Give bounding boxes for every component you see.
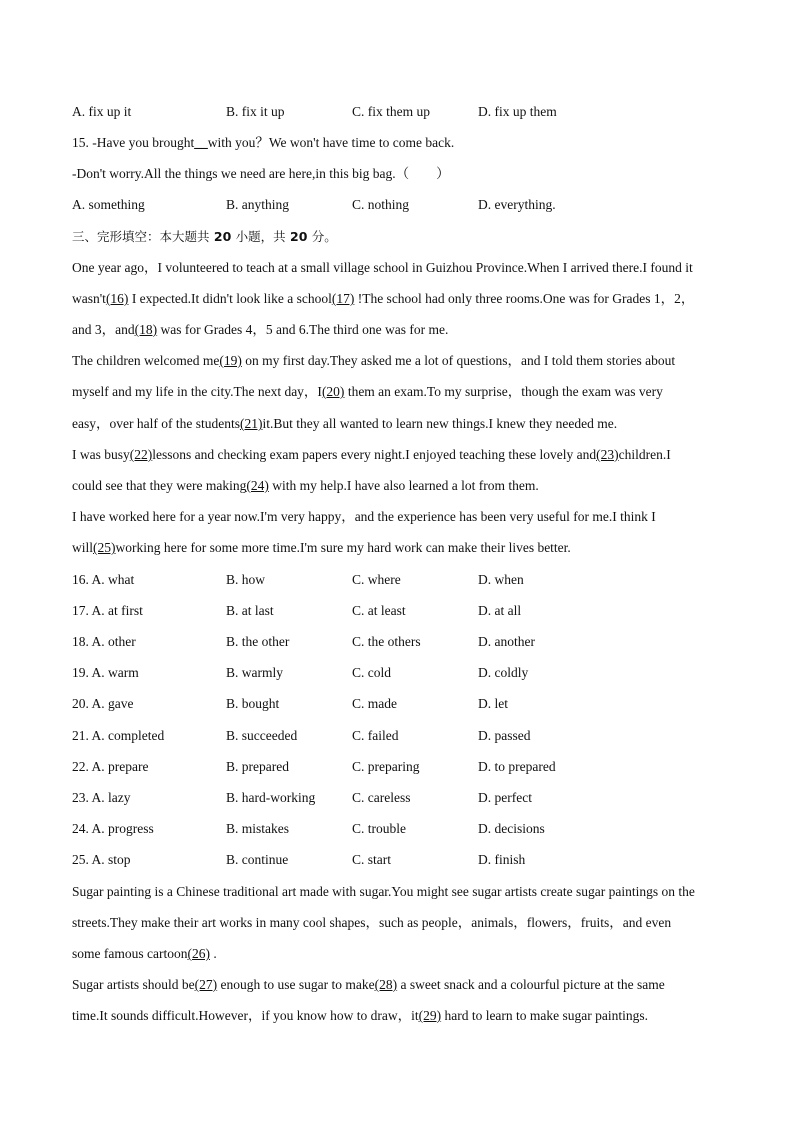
option-b: B. at last bbox=[226, 603, 274, 618]
option-b: B. fix it up bbox=[226, 104, 285, 119]
q21-options bbox=[72, 726, 732, 746]
option-d: D. another bbox=[478, 634, 535, 649]
passage1-line: could see that they were making(24) with my help.I have also learned a lot from them. bbox=[72, 478, 539, 493]
blank-21: (21) bbox=[239, 416, 263, 431]
passage1-line: One year ago，I volunteered to teach at a small village school in Guizhou Province.When I arrived there.I found it bbox=[72, 260, 693, 275]
q15-options bbox=[72, 195, 732, 215]
option-a: 16. A. what bbox=[72, 572, 135, 587]
option-b: B. how bbox=[226, 572, 266, 587]
blank-29: (29) bbox=[418, 1008, 442, 1023]
q17-options bbox=[72, 601, 732, 621]
option-a: 18. A. other bbox=[72, 634, 136, 649]
q15-stem: 15. -Have you brought__with you？We won't have time to come back. bbox=[72, 135, 455, 150]
option-c: C. nothing bbox=[352, 197, 410, 212]
passage1-line: easy，over half of the students(21)it.But they all wanted to learn new things.I knew they needed me. bbox=[72, 416, 618, 431]
option-d: D. at all bbox=[478, 603, 522, 618]
q20-options bbox=[72, 694, 732, 714]
option-b: B. warmly bbox=[226, 665, 283, 680]
passage1-line: will(25)working here for some more time.I'm sure my hard work can make their lives better. bbox=[72, 540, 571, 555]
blank-24: (24) bbox=[246, 478, 269, 493]
option-d: D. when bbox=[478, 572, 524, 587]
blank-28: (28) bbox=[374, 977, 398, 992]
q19-options bbox=[72, 663, 732, 683]
passage1-line: myself and my life in the city.The next day，I(20) them an exam.To my surprise，though the exam was very bbox=[72, 384, 663, 399]
option-c: C. preparing bbox=[352, 759, 420, 774]
option-a: 24. A. progress bbox=[72, 821, 154, 836]
q16-options bbox=[72, 570, 732, 590]
option-c: C. cold bbox=[352, 665, 391, 680]
q15-line2: -Don't worry.All the things we need are here,in this big bag.（ ） bbox=[72, 166, 450, 181]
option-d: D. finish bbox=[478, 852, 526, 867]
option-a: 21. A. completed bbox=[72, 728, 165, 743]
blank-23: (23) bbox=[596, 447, 619, 462]
option-b: B. succeeded bbox=[226, 728, 298, 743]
option-a: 25. A. stop bbox=[72, 852, 131, 867]
option-a: 22. A. prepare bbox=[72, 759, 149, 774]
option-a: 17. A. at first bbox=[72, 603, 143, 618]
option-b: B. mistakes bbox=[226, 821, 289, 836]
option-b: B. hard-working bbox=[226, 790, 316, 805]
option-c: C. trouble bbox=[352, 821, 406, 836]
passage2-line: Sugar painting is a Chinese traditional art made with sugar.You might see sugar artists create sugar paintings on the bbox=[72, 884, 695, 899]
option-d: D. let bbox=[478, 696, 508, 711]
option-a: 23. A. lazy bbox=[72, 790, 131, 805]
passage2-line: streets.They make their art works in many cool shapes，such as people，animals，flowers，fruits，and even bbox=[72, 915, 672, 930]
blank-17: (17) bbox=[331, 291, 355, 306]
q25-options bbox=[72, 850, 732, 870]
q22-options bbox=[72, 757, 732, 777]
blank-22: (22) bbox=[129, 447, 153, 462]
passage2-line: Sugar artists should be(27) enough to use sugar to make(28) a sweet snack and a colourful picture at the same bbox=[72, 977, 665, 992]
option-a: 20. A. gave bbox=[72, 696, 134, 711]
option-b: B. the other bbox=[226, 634, 290, 649]
q23-options bbox=[72, 788, 732, 808]
option-d: D. to prepared bbox=[478, 759, 556, 774]
q18-options bbox=[72, 632, 732, 652]
q14-options bbox=[72, 102, 732, 122]
option-d: D. everything. bbox=[478, 197, 556, 212]
option-c: C. made bbox=[352, 696, 397, 711]
option-c: C. start bbox=[352, 852, 391, 867]
option-c: C. at least bbox=[352, 603, 406, 618]
blank-18: (18) bbox=[134, 322, 158, 337]
option-b: B. bought bbox=[226, 696, 280, 711]
option-a: A. something bbox=[72, 197, 145, 212]
passage1-line: The children welcomed me(19) on my first day.They asked me a lot of questions，and I told them stories about bbox=[72, 353, 676, 368]
option-c: C. the others bbox=[352, 634, 421, 649]
blank-16: (16) bbox=[105, 291, 129, 306]
passage1-line: and 3，and(18) was for Grades 4，5 and 6.The third one was for me. bbox=[72, 322, 449, 337]
option-a: 19. A. warm bbox=[72, 665, 139, 680]
blank-25: (25) bbox=[93, 540, 116, 555]
option-c: C. where bbox=[352, 572, 401, 587]
option-b: B. anything bbox=[226, 197, 289, 212]
passage1-line: I was busy(22)lessons and checking exam papers every night.I enjoyed teaching these lovely and(23)children.I bbox=[72, 447, 671, 462]
option-b: B. prepared bbox=[226, 759, 289, 774]
passage1-line: I have worked here for a year now.I'm very happy，and the experience has been very useful for me.I think I bbox=[72, 509, 656, 524]
blank-26: (26) bbox=[187, 946, 210, 961]
passage1-line: wasn't(16) I expected.It didn't look like a school(17) !The school had only three rooms.One was for Grades 1，2， bbox=[72, 291, 695, 306]
option-d: D. perfect bbox=[478, 790, 532, 805]
passage2-line: time.It sounds difficult.However，if you know how to draw，it(29) hard to learn to make sugar paintings. bbox=[72, 1008, 649, 1023]
passage2-line: some famous cartoon(26) . bbox=[72, 946, 217, 961]
option-c: C. careless bbox=[352, 790, 411, 805]
option-c: C. fix them up bbox=[352, 104, 430, 119]
option-d: D. decisions bbox=[478, 821, 545, 836]
option-c: C. failed bbox=[352, 728, 399, 743]
option-d: D. passed bbox=[478, 728, 531, 743]
section-heading: 三、完形填空：本大题共 20 小题，共 20 分。 bbox=[72, 229, 337, 244]
blank-20: (20) bbox=[321, 384, 345, 399]
option-a: A. fix up it bbox=[72, 104, 132, 119]
option-b: B. continue bbox=[226, 852, 289, 867]
blank-19: (19) bbox=[219, 353, 242, 368]
option-d: D. fix up them bbox=[478, 104, 557, 119]
blank-27: (27) bbox=[194, 977, 218, 992]
option-d: D. coldly bbox=[478, 665, 529, 680]
q24-options bbox=[72, 819, 732, 839]
